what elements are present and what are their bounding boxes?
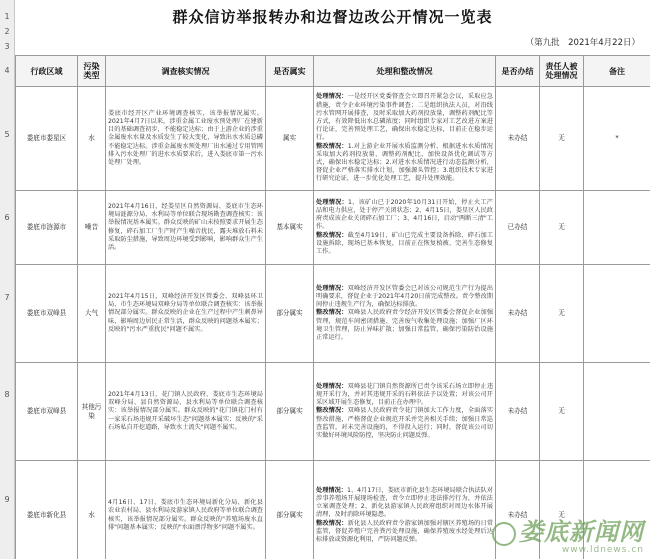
treatment-label: 处理情况： [316,486,348,494]
cell-note [584,191,650,265]
treatment-text: 1、该矿山已于2020年10月31日开始，停止火工产品和电力供应，处于停产关闭状态；2、4月15日，娄星区人民政府责成该企业关闭碎石加工厂；3、4月16日，启动"两断三清"工作。 [316,198,493,231]
cell-treatment [314,191,496,265]
treatment-text: 双峰县花门镇自然资源所已责令该采石场立即停止违规开采行为，并对其违规开采的石料依法予以处置；对该公司开采区域开展生态修复，目前正在办理中。 [316,382,494,407]
header-note: 备注 [584,56,650,87]
treatment-text: 双峰经济开发区管委会已对该公司规范生产行为提出明确要求，督促企业于2021年4月20日前完成整改。责令整改期间停止违规生产行为，确保达标排放。 [316,284,494,309]
rectification-label: 整改情况： [316,142,348,150]
row-number: 7 [4,293,10,302]
header-investigation: 调查核实情况 [106,56,266,87]
row-number: 6 [4,213,10,222]
cell-completed: 未办结 [496,461,540,559]
treatment-label: 处理情况： [316,93,348,101]
table-row [16,265,650,363]
cell-responsible: 无 [540,191,584,265]
cell-investigation: 2021年4月13日，花门镇人民政府、娄底市生态环境局双峰分局、县自然资源局、县水利局等单位联合调查核实：该举报情况部分属实。群众反映的"花门镇花门村有一家采石场违规开采破坏生态"问题基本属实；反映的"采石场私自开挖道路，导致水土流失"问题不属实。 [106,363,266,461]
table-row [16,87,650,191]
row-number: 8 [4,390,10,399]
header-completed: 是否办结 [496,56,540,87]
rectification-text: 新化县人民政府责令游家镇加强对辖区养殖场的日常监管，督促养殖户完善粪污处理设施，确保养殖废水经处理后达标排放或资源化利用，严防问题反弹。 [316,519,494,543]
row-number: 2 [4,27,10,36]
cell-verified: 部分属实 [266,265,314,363]
cell-region: 娄底市双峰县 [16,363,78,461]
treatment-label: 处理情况： [316,198,349,206]
spreadsheet [15,0,650,559]
treatment-label: 处理情况： [316,382,348,390]
cell-note [584,265,650,363]
batch-date: （第九批 2021年4月22日） [525,38,640,48]
cell-note [584,461,650,559]
table-row [16,363,650,461]
cell-type: 大气 [78,265,106,363]
rectification-label: 整改情况： [316,519,348,527]
cell-treatment [314,265,496,363]
treatment-text: 1、4月17日，娄底市新化县生态环境局联合执法队对涉事养殖场开展现场检查，责令立即停止违法排污行为，并依法立案调查处理；2、新化县游家镇人民政府组织对周边水体开展清理，及时消除环境隐患。 [316,486,494,519]
rectification-text: 双峰县人民政府责令花门镇加大工作力度，全面落实整改措施，严格督促企业规范开采并完善相关手续；加强日常巡查监管，对未完善设施的，不得投入运行；同时，督促该公司切实做好环境风险防控，坚决防止问题反弹。 [316,407,494,439]
row-number: 5 [4,130,10,139]
cell-verified: 部分属实 [266,461,314,559]
cell-treatment [314,363,496,461]
cell-region: 娄底市涟源市 [16,191,78,265]
watermark-url: www.ldnews.cn [561,545,644,555]
rectification-label: 整改情况： [316,231,348,239]
header-region: 行政区域 [16,56,78,87]
row-number: 9 [4,495,10,504]
page-title: 群众信访举报转办和边督边改公开情况一览表 [172,8,493,26]
rectification-label: 整改情况： [316,407,348,415]
table-row [16,191,650,265]
cell-verified: 属实 [266,87,314,191]
row-number: 4 [4,66,10,75]
cell-note [584,363,650,461]
cell-investigation: 4月16日、17日，娄底市生态环境局新化分局、新化县农业农村局、县水利局及游家镇人民政府等单位联合调查核实，该举报情况部分属实。群众反映的"养殖场废水直排"问题基本属实；反映的"水面漂浮物多"问题不属实。 [106,461,266,559]
cell-treatment [314,87,496,191]
header-type: 污染类型 [78,56,106,87]
cell-responsible: 无 [540,461,584,559]
cell-responsible: 无 [540,265,584,363]
cell-type: 水 [78,87,106,191]
cell-region: 娄底市新化县 [16,461,78,559]
rectification-text: 截至4月19日，矿山已完成主要设备拆除、碎石加工设施拆除，现场已基本恢复，目前正在恢复植被、完善生态修复工作。 [316,231,494,255]
header-responsible: 责任人被处理情况 [540,56,584,87]
table-row [16,461,650,559]
row-number-gutter [0,0,15,559]
cell-completed: 已办结 [496,191,540,265]
rectification-text: 双峰县人民政府责令经济开发区管委会督促企业加强管理，规范车间密闭措施、完善废气收集处理设施；加强厂区环境卫生管理，防止异味扩散；加强日常监管，确保污染防治设施正常运行。 [316,309,494,341]
cell-type: 水 [78,461,106,559]
rectification-text: 1.对上游企业开展水质监测分析，根据进水水质情况采取加大药剂投放量、调整药剂配比，加快设备优化调试等方式，确保出水稳定达标；2.对进水水质情况进行动态监测分析，督促企业严格落实排水计划，加强源头管控；3.组织技术专家进行研究论证，进一步优化处理工艺，提升处理效能。 [316,142,493,183]
treatment-label: 处理情况： [316,284,348,292]
cell-completed: 未办结 [496,363,540,461]
cell-completed: 未办结 [496,265,540,363]
header-row [16,56,650,87]
header-verified: 是否属实 [266,56,314,87]
cell-region: 娄底市双峰县 [16,265,78,363]
cell-responsible: 无 [540,363,584,461]
cell-completed: 未办结 [496,87,540,191]
cell-investigation: 2021年4月16日，经娄星区自然资源局、娄底市生态环境局涟源分局、水利局等单位联合现场勘查调查核实：该举报情况基本属实。群众反映的矿山未按照要求开展生态修复，碎石加工厂生产时产生噪音扰民，露天堆放石料未采取防尘措施，导致周边环境受到影响，影响群众生产生活。 [106,191,266,265]
cell-responsible: 无 [540,87,584,191]
header-treatment: 处理和整改情况 [314,56,496,87]
cell-investigation: 娄底市经开区产业环境调查核实，该举报情况属实。2021年4月7日以来，涉重金属工业废水预处理厂在建新目的基础调查初步，不能稳定达标；由于上游企业的涉重金属废水水量及水质发生了较大变化，导致出水水质总磷不能稳定达标。涉重金属废水预处理厂出水通过专用管网排入污水处理厂的进水水质要求后，进入娄底市第一污水处理厂处理。 [106,87,266,191]
cell-note: * [584,87,650,191]
rectification-label: 整改情况： [316,309,348,317]
cell-type: 噪音 [78,191,106,265]
treatment-text: 一是经开区党委督查会立即召开紧急会议，采取应急措施，责令企业环境污染事件调查；二是组织执法人员，对沿线污水管网开展排查，及时采取加大药剂投放量，调整药剂配比等方式，有效降低出水总磷浓度；同时组织专家对工艺改进方案进行论证，完善预处理工艺，确保出水稳定达标，目前正在稳步运行。 [316,93,494,142]
cell-region: 娄底市娄星区 [16,87,78,191]
cell-verified: 基本属实 [266,191,314,265]
cell-investigation: 2021年4月15日，双峰经济开发区管委会、双峰县环卫局、市生态环境局双峰分局等单位联合调查核实：该举报情况部分属实。群众反映的企业在生产过程中产生刺鼻异味，影响周边居民正常生活，群众反映的问题基本属实；反映的"污水严重扰民"问题不属实。 [106,265,266,363]
cell-verified: 部分属实 [266,363,314,461]
cell-treatment [314,461,496,559]
row-number: 3 [4,42,10,51]
watermark-logo-text: 娄底新闻网 [519,517,644,546]
cell-type: 其他污染 [78,363,106,461]
report-table [15,55,650,559]
row-number: 1 [4,12,10,21]
